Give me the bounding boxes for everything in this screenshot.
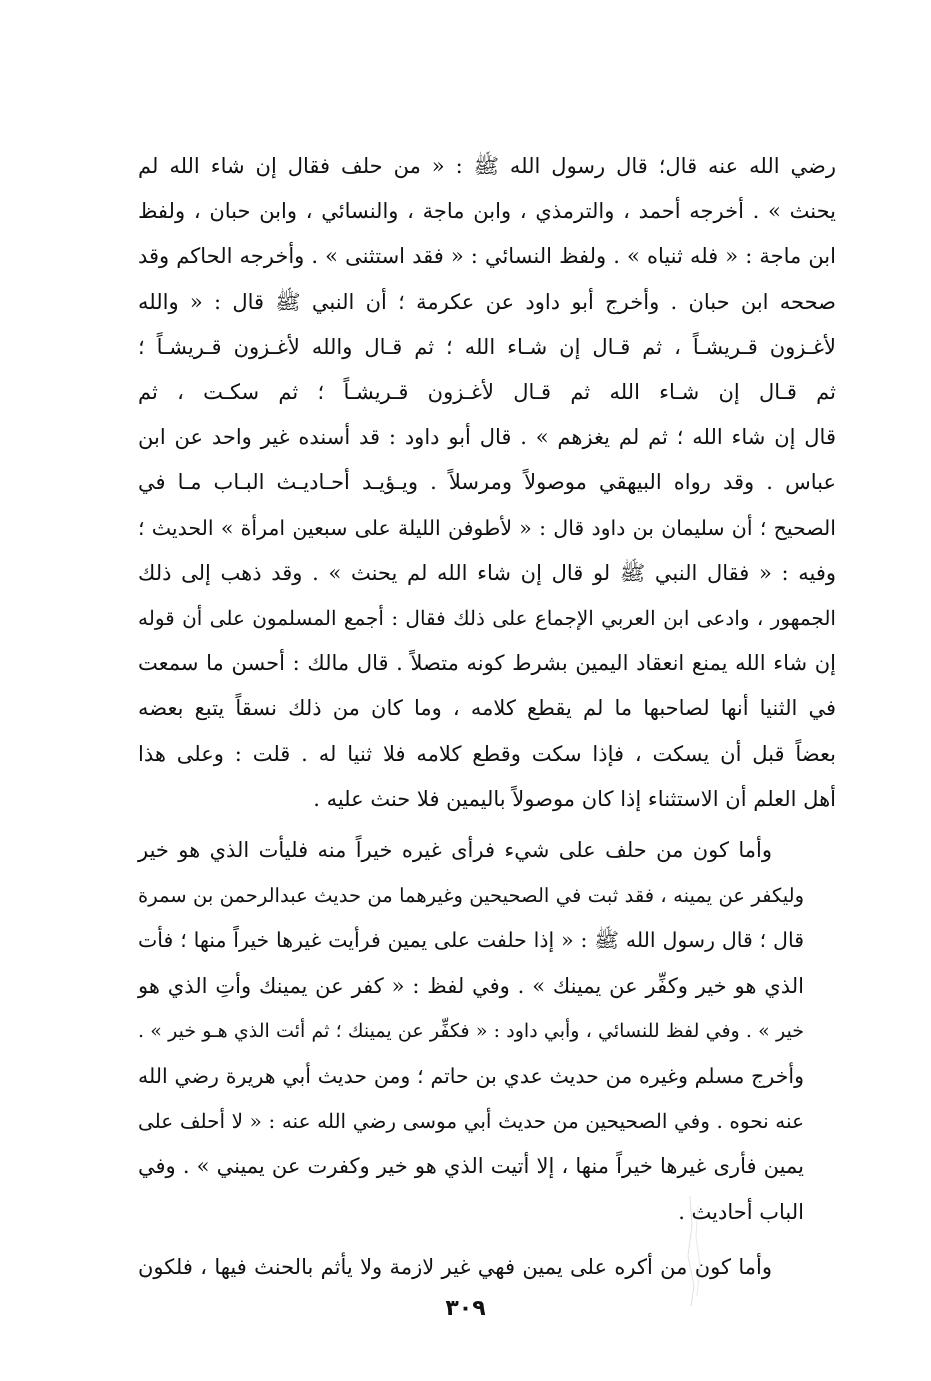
text-line: وأخرج مسلم وغيره من حديث عدي بن حاتم ؛ ومن حديث أبي هريرة رضي الله xyxy=(138,1064,804,1089)
text-line: يحنث » . أخرجه أحمد ، والترمذي ، وابن ماجة ، والنسائي ، وابن حبان ، ولفظ xyxy=(138,199,836,224)
text-line: صححه ابن حبان . وأخرج أبو داود عن عكرمة ؛ أن النبي ﷺ قال : « والله xyxy=(138,289,836,314)
text-line: عباس . وقد رواه البيهقي موصولاً ومرسلاً . ويـؤيـد أحـاديـث البـاب مـا في xyxy=(138,470,836,495)
text-line: قال ؛ قال رسول الله ﷺ : « إذا حلفت على يمين فرأيت غيرها خيراً منها ؛ فأت xyxy=(138,928,804,953)
text-line: رضي الله عنه قال؛ قال رسول الله ﷺ : « من حلف فقال إن شاء الله لم xyxy=(138,154,836,178)
text-line: إن شاء الله يمنع انعقاد اليمين بشرط كونه متصلاً . قال مالك : أحسن ما سمعت xyxy=(138,651,836,676)
text-line: وفيه : « فقال النبي ﷺ لو قال إن شاء الله لم يحنث » . وقد ذهب إلى ذلك xyxy=(138,560,836,585)
text-line: أهل العلم أن الاستثناء إذا كان موصولاً باليمين فلا حنث عليه . xyxy=(313,786,836,811)
paragraph-2 xyxy=(138,828,836,1235)
text-line: وأما كون من حلف على شيء فرأى غيره خيراً منه فليأت الذي هو خير xyxy=(138,838,772,862)
text-line: الصحيح ؛ أن سليمان بن داود قال : « لأطوفن الليلة على سبعين امرأة » الحديث ؛ xyxy=(138,515,836,540)
text-line: وليكفر عن يمينه ، فقد ثبت في الصحيحين وغيرهما من حديث عبدالرحمن بن سمرة xyxy=(138,884,804,908)
paragraph-3 xyxy=(138,1245,836,1290)
page-number: ٣٠٩ xyxy=(445,1296,486,1321)
text-line: خير » . وفي لفظ للنسائي ، وأبي داود : « فكفِّر عن يمينك ؛ ثم أئت الذي هـو خير » . xyxy=(138,1019,804,1042)
text-line: ابن ماجة : « فله ثنياه » . ولفظ النسائي : « فقد استثنى » . وأخرجه الحاكم وقد xyxy=(138,244,836,269)
text-line: وأما كون من أكره على يمين فهي غير لازمة ولا يأثم بالحنث فيها ، فلكون xyxy=(138,1255,772,1279)
text-line: قال إن شاء الله ؛ ثم لم يغزهم » . قال أبو داود : قد أسنده غير واحد عن ابن xyxy=(138,425,836,450)
text-line: بعضاً قبل أن يسكت ، فإذا سكت وقطع كلامه فلا ثنيا له . قلت : وعلى هذا xyxy=(138,741,836,766)
text-line: عنه نحوه . وفي الصحيحين من حديث أبي موسى رضي الله عنه : « لا أحلف على xyxy=(138,1109,804,1134)
text-line: الجمهور ، وادعى ابن العربي الإجماع على ذلك فقال : أجمع المسلمون على أن قوله xyxy=(138,606,836,631)
text-line: الذي هو خير وكفِّر عن يمينك » . وفي لفظ : « كفر عن يمينك وأتِ الذي هو xyxy=(138,973,804,998)
text-line: لأغـزون قـريشـاً ، ثم قـال إن شـاء الله ؛ ثم قـال والله لأغـزون قـريشـاً ؛ xyxy=(138,334,836,359)
scan-artifact xyxy=(680,1196,710,1306)
paragraph-1 xyxy=(138,144,836,822)
text-line: الباب أحاديث . xyxy=(678,1199,804,1224)
text-line: في الثنيا أنها لصاحبها ما لم يقطع كلامه ، وما كان من ذلك نسقاً يتبع بعضه xyxy=(138,696,836,721)
text-line: يمين فأرى غيرها خيراً منها ، إلا أتيت الذي هو خير وكفرت عن يميني » . وفي xyxy=(138,1154,804,1179)
text-line: ثم قـال إن شـاء الله ثم قـال لأغـزون قـريشـاً ؛ ثم سكـت ، ثم xyxy=(138,380,836,405)
